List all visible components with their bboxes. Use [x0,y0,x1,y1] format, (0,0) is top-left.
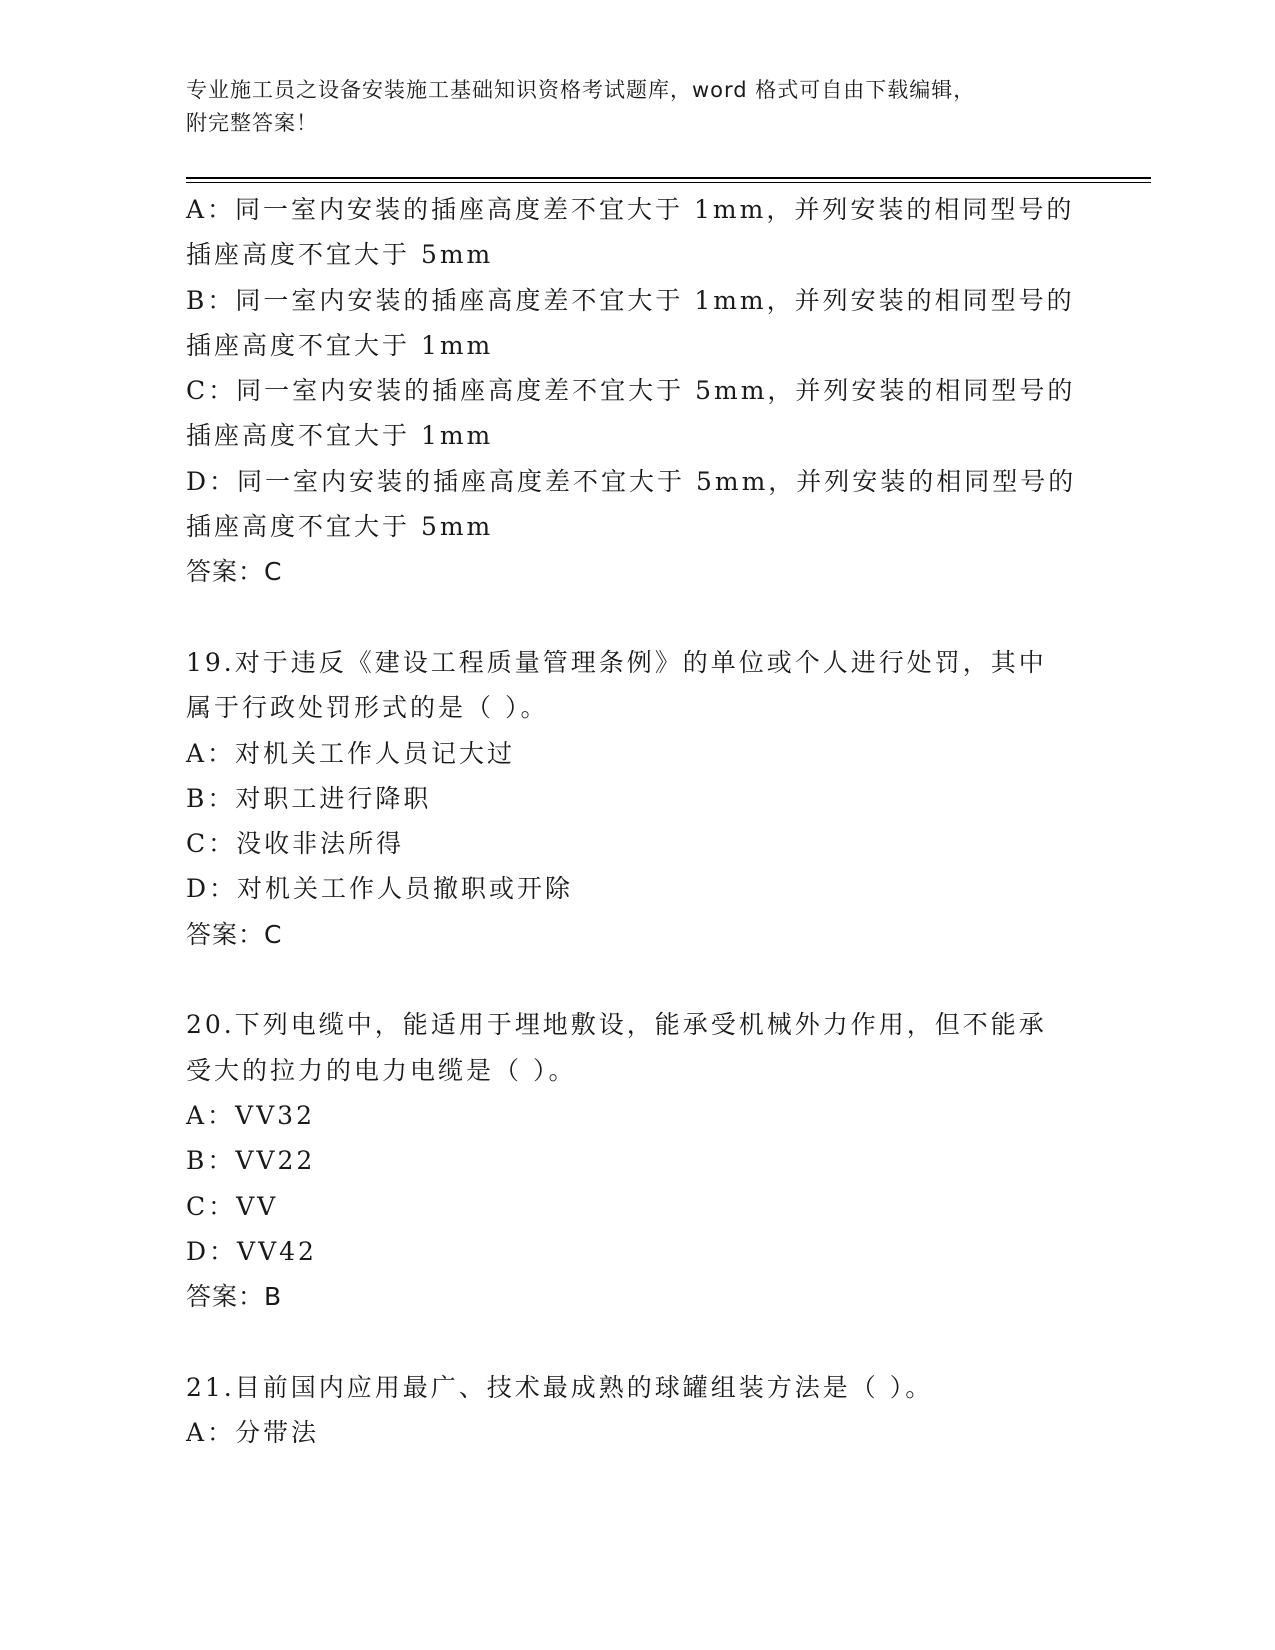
question-content [186,187,1086,1455]
spacer [186,1319,1086,1364]
option-a: A：分带法 [186,1418,320,1448]
option-c: C：VV [186,1191,279,1221]
option-b-line-2: 插座高度不宜大于 1mm [186,330,494,360]
header-line-2: 附完整答案！ [186,111,318,135]
header-rule-thin [186,182,1151,183]
answer-label: 答案：C [186,557,283,587]
option-c-line-2: 插座高度不宜大于 1mm [186,421,494,451]
question-stem-line-1: 21.目前国内应用最广、技术最成熟的球罐组装方法是（ ）。 [186,1372,934,1402]
question-stem-line-1: 20.下列电缆中，能适用于埋地敷设，能承受机械外力作用，但不能承 [186,1010,1047,1040]
option-b-line-1: B：同一室内安装的插座高度差不宜大于 1mm，并列安装的相同型号的 [186,285,1075,315]
spacer [186,595,1086,640]
question-18 [186,187,1086,595]
header-rule-thick [186,177,1151,179]
document-header [186,74,1066,140]
option-c-line-1: C：同一室内安装的插座高度差不宜大于 5mm，并列安装的相同型号的 [186,376,1076,406]
option-c: C：没收非法所得 [186,829,405,859]
answer-label: 答案：B [186,1282,283,1312]
option-d: D：对机关工作人员撤职或开除 [186,874,574,904]
header-line-1: 专业施工员之设备安装施工基础知识资格考试题库，word 格式可自由下载编辑， [186,78,976,102]
option-a-line-1: A：同一室内安装的插座高度差不宜大于 1mm，并列安装的相同型号的 [186,195,1075,224]
question-21 [186,1365,1086,1456]
question-stem-line-1: 19.对于违反《建设工程质量管理条例》的单位或个人进行处罚，其中 [186,647,1047,677]
option-b: B：对职工进行降职 [186,783,432,813]
question-stem-line-2: 受大的拉力的电力电缆是（ ）。 [186,1055,577,1085]
question-stem-line-2: 属于行政处罚形式的是（ ）。 [186,693,549,723]
option-d: D：VV42 [186,1236,317,1266]
option-a: A：对机关工作人员记大过 [186,738,516,768]
option-d-line-2: 插座高度不宜大于 5mm [186,512,494,542]
answer-label: 答案：C [186,919,283,949]
option-a: A：VV32 [186,1100,315,1130]
option-a-line-2: 插座高度不宜大于 5mm [186,240,494,270]
option-d-line-1: D：同一室内安装的插座高度差不宜大于 5mm，并列安装的相同型号的 [186,466,1077,496]
option-b: B：VV22 [186,1146,316,1176]
question-19 [186,640,1086,957]
spacer [186,957,1086,1002]
question-20 [186,1002,1086,1319]
